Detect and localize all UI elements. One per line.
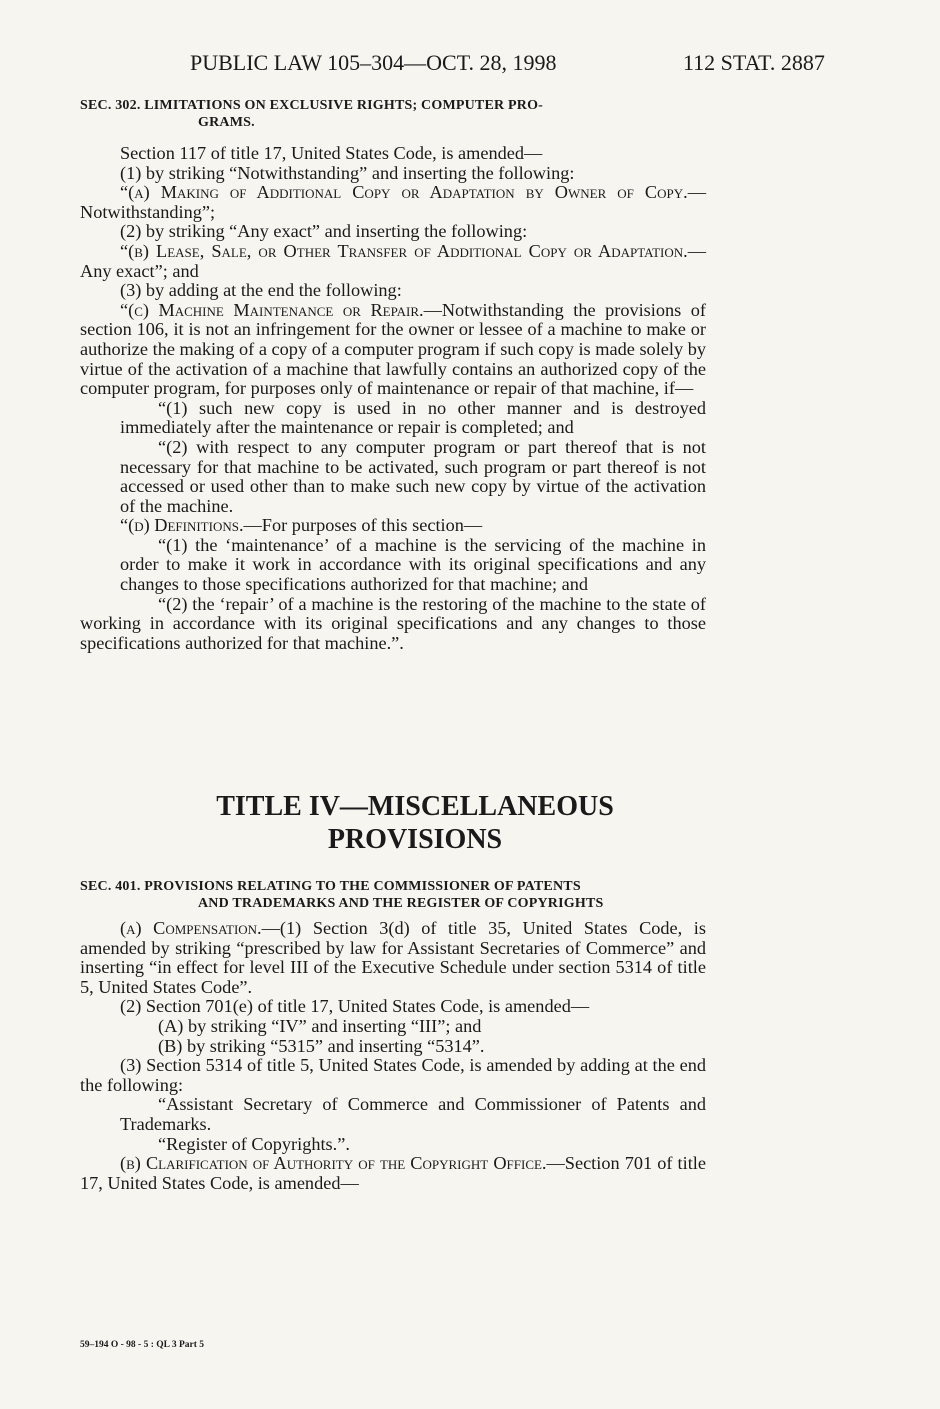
- sub-b-text: —Any exact”; and: [80, 240, 706, 281]
- sec-302-d-2: “(2) the ‘repair’ of a machine is the restoring of the machine to the state of working in accordance with its original specifications and any changes to those specifications authorized for that machine.”.: [80, 593, 706, 653]
- sec-401-a-text: —(1) Section 3(d) of title 35, United States Code, is amended by striking “prescribed by law for Assistant Secretaries of Commerce” and inserting “in effect for level III of the Executive Schedule under section 5314 of title 5, United States Code”.: [80, 918, 706, 997]
- print-footer: 59–194 O - 98 - 5 : QL 3 Part 5: [80, 1340, 205, 1350]
- sub-a-heading: “(a) Making of Additional Copy or Adaptation by Owner of Copy.: [120, 182, 688, 203]
- sec-302-para-2: (2) by striking “Any exact” and inserting the following:: [120, 221, 528, 242]
- sec-302-sub-b: [80, 242, 706, 281]
- sec-401-heading-line2: AND TRADEMARKS AND THE REGISTER OF COPYRIGHTS: [198, 896, 604, 911]
- sub-d-heading: “(d) Definitions.: [120, 515, 244, 536]
- sec-401-quote-2: “Register of Copyrights.”.: [158, 1133, 350, 1154]
- header-stat: 112 STAT. 2887: [683, 50, 825, 75]
- sec-401-sub-a: [80, 919, 706, 997]
- sec-401-heading-line1: SEC. 401. PROVISIONS RELATING TO THE COMMISSIONER OF PATENTS: [80, 879, 581, 894]
- title-iv-heading: [0, 790, 830, 856]
- sec-401-a-heading: (a) Compensation.: [120, 918, 262, 938]
- sec-302-sub-a: [80, 183, 706, 222]
- sec-401-a-2-B: (B) by striking “5315” and inserting “5314”.: [158, 1035, 485, 1056]
- header-title: PUBLIC LAW 105–304—OCT. 28, 1998: [190, 50, 557, 75]
- sec-401-heading: [80, 878, 708, 912]
- sec-401-quote-1: “Assistant Secretary of Commerce and Commissioner of Patents and Trademarks.: [120, 1094, 706, 1134]
- title-iv-line2: PROVISIONS: [327, 824, 503, 855]
- sec-302-heading: [80, 97, 708, 131]
- sub-a-text: —Notwithstanding”;: [80, 182, 706, 222]
- sec-302-sub-d: [80, 516, 706, 536]
- running-header: [0, 50, 940, 80]
- sec-401-a-2: (2) Section 701(e) of title 17, United States Code, is amended—: [120, 996, 590, 1017]
- sub-c-heading: “(c) Machine Maintenance or Repair.: [120, 299, 424, 320]
- sec-302-para-3: (3) by adding at the end the following:: [120, 280, 402, 301]
- sub-d-text: —For purposes of this section—: [243, 515, 483, 536]
- sub-c-text: —Notwithstanding the provisions of section 106, it is not an infringement for the owner or lessee of a machine to make or authorize the making of a copy of a computer program if such copy is made solely by virtue of the activation of a machine that lawfully contains an authorized copy of the computer program, for purposes only of maintenance or repair of that machine, if—: [80, 299, 707, 399]
- sub-b-heading: “(b) Lease, Sale, or Other Transfer of Additional Copy or Adaptation.: [120, 240, 688, 261]
- sec-401-a-2-A: (A) by striking “IV” and inserting “III”; and: [158, 1015, 482, 1036]
- sec-401-a-3: (3) Section 5314 of title 5, United States Code, is amended by adding at the end the following:: [80, 1055, 706, 1095]
- sec-302-d-1: “(1) the ‘maintenance’ of a machine is the servicing of the machine in order to make it work in accordance with its original specifications and any changes to those specifications authorized for that machine; and: [120, 534, 706, 595]
- sec-302-sub-c: [80, 301, 706, 399]
- sec-302-body: [80, 144, 706, 653]
- title-iv-line1: TITLE IV—MISCELLANEOUS: [216, 791, 614, 822]
- sec-302-c-1: “(1) such new copy is used in no other manner and is destroyed immediately after the maintenance or repair is completed; and: [120, 397, 706, 438]
- sec-302-para-1: (1) by striking “Notwithstanding” and inserting the following:: [120, 162, 575, 183]
- sec-302-heading-line1: SEC. 302. LIMITATIONS ON EXCLUSIVE RIGHTS; COMPUTER PRO-: [80, 98, 544, 113]
- sec-302-c-2: “(2) with respect to any computer program or part thereof that is not necessary for that machine to be activated, such program or part thereof is not accessed or used other than to make such new copy by virtue of the activation of the machine.: [120, 436, 706, 516]
- sec-401-sub-b: [80, 1154, 706, 1193]
- sec-302-intro: Section 117 of title 17, United States Code, is amended—: [120, 143, 543, 163]
- sec-401-body: [80, 919, 706, 1193]
- sec-401-b-text: —Section 701 of title 17, United States Code, is amended—: [80, 1153, 706, 1193]
- sec-401-b-heading: (b) Clarification of Authority of the Copyright Office.: [120, 1153, 547, 1174]
- sec-302-heading-line2: GRAMS.: [198, 115, 255, 130]
